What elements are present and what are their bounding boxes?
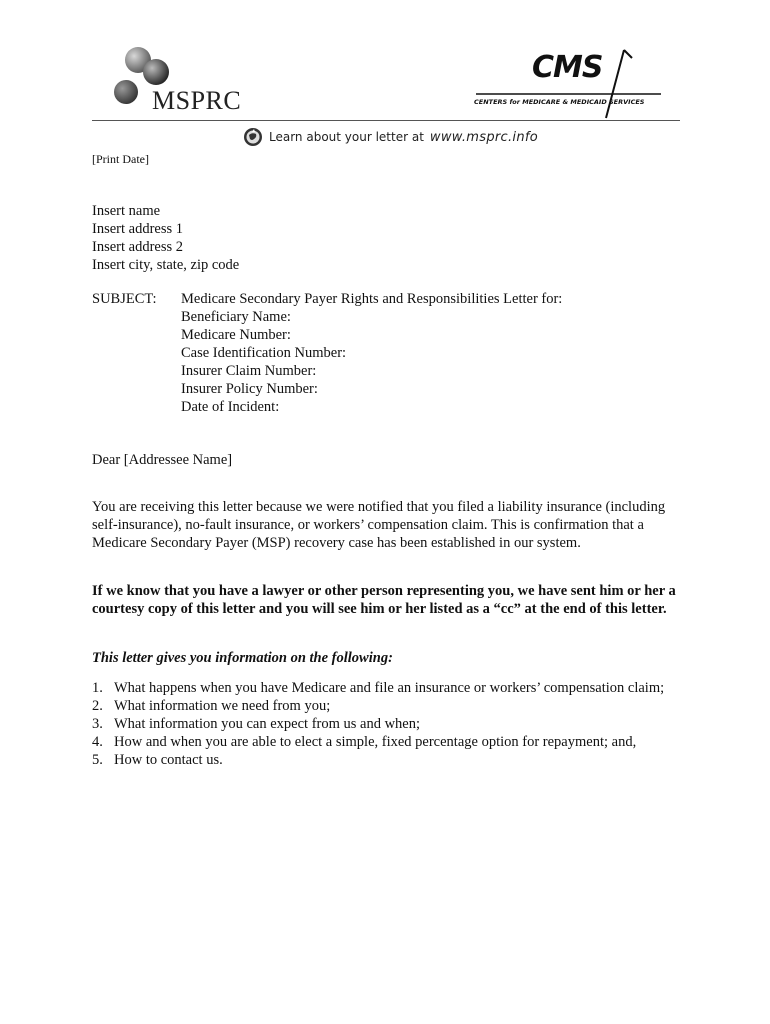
salutation-prefix: Dear bbox=[92, 452, 121, 468]
msprc-wordmark: MSPRC bbox=[152, 86, 242, 115]
intro-paragraph: You are receiving this letter because we were notified that you filed a liability insurance (including self-insurance), no-fault insurance, or workers’ compensation claim. This is confirmation that a Medicare Secondary Payer (MSP) recovery case has been established in our system. bbox=[92, 499, 666, 551]
address-line: Insert address 1 bbox=[92, 221, 184, 237]
representative-paragraph: If we know that you have a lawyer or other person representing you, we have sent him or her a courtesy copy of this letter and you will see him or her listed as a “cc” at the end of this letter. bbox=[92, 583, 676, 617]
address-line: Insert address 2 bbox=[92, 239, 184, 255]
subject-line: Medicare Number: bbox=[181, 327, 291, 343]
list-item-number: 5. bbox=[92, 752, 103, 768]
list-item-text: How to contact us. bbox=[114, 752, 223, 768]
subject-line: Medicare Secondary Payer Rights and Responsibilities Letter for: bbox=[181, 291, 563, 307]
info-heading: This letter gives you information on the following: bbox=[92, 650, 393, 666]
addressee-name: [Addressee Name] bbox=[123, 452, 233, 468]
globe-icon bbox=[243, 127, 263, 147]
list-item bbox=[92, 697, 682, 715]
list-item-number: 4. bbox=[92, 734, 103, 750]
cms-wordmark: CMS bbox=[532, 50, 603, 85]
list-item bbox=[92, 751, 682, 769]
topics-list bbox=[92, 679, 682, 769]
address-line: Insert city, state, zip code bbox=[92, 257, 240, 273]
list-item-number: 2. bbox=[92, 698, 103, 714]
header-divider bbox=[92, 120, 680, 121]
salutation bbox=[92, 451, 232, 469]
list-item-number: 3. bbox=[92, 716, 103, 732]
subject-block bbox=[92, 290, 562, 416]
list-item-text: How and when you are able to elect a simple, fixed percentage option for repayment; and, bbox=[114, 734, 637, 750]
list-item bbox=[92, 715, 682, 733]
list-item-text: What information you can expect from us and when; bbox=[114, 716, 421, 732]
subject-label: SUBJECT: bbox=[92, 291, 157, 307]
list-item-text: What happens when you have Medicare and file an insurance or workers’ compensation claim; bbox=[114, 680, 665, 696]
subject-line: Insurer Policy Number: bbox=[181, 381, 318, 397]
list-item-number: 1. bbox=[92, 680, 103, 696]
recipient-address bbox=[92, 202, 239, 274]
learn-more-line bbox=[243, 127, 538, 147]
learn-text: Learn about your letter at bbox=[269, 130, 424, 144]
subject-line: Date of Incident: bbox=[181, 399, 280, 415]
list-item bbox=[92, 733, 682, 751]
subject-line: Beneficiary Name: bbox=[181, 309, 291, 325]
subject-lines bbox=[181, 290, 562, 416]
print-date: [Print Date] bbox=[92, 152, 149, 166]
address-line: Insert name bbox=[92, 203, 161, 219]
list-item bbox=[92, 679, 682, 697]
msprc-website-link[interactable]: www.msprc.info bbox=[429, 129, 538, 145]
list-item-text: What information we need from you; bbox=[114, 698, 331, 714]
subject-line: Case Identification Number: bbox=[181, 345, 347, 361]
cms-tagline: CENTERS for MEDICARE & MEDICAID SERVICES bbox=[474, 98, 645, 106]
subject-line: Insurer Claim Number: bbox=[181, 363, 317, 379]
